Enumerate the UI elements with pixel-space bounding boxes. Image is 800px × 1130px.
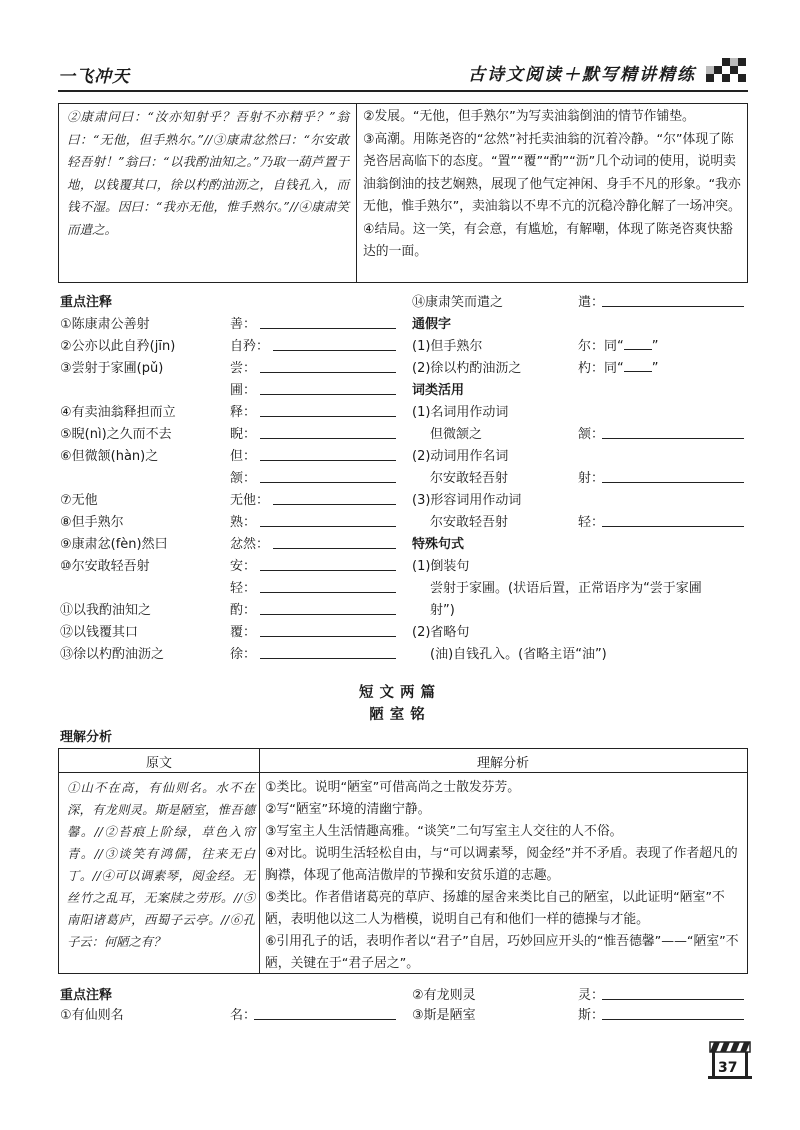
answer-blank[interactable] <box>260 438 396 439</box>
answer-blank[interactable] <box>602 482 744 483</box>
analysis-text-mayouweng <box>363 106 743 264</box>
original-text-mayouweng: ②康肃问曰：“汝亦知射乎？吾射不亦精乎？”翁曰：“无他，但手熟尔。”//③康肃忿然曰：“尔安敢轻吾射！”翁曰：“以我酌油知之。”乃取一葫芦置于地，以钱覆其口，徐以杓酌油沥之，自钱孔入，而钱不湿。因曰：“我亦无他，惟手熟尔。”//④康肃笑而遣之。 <box>67 109 349 237</box>
note-phrase: ⑥但微颔(hàn)之 <box>60 449 159 464</box>
answer-blank[interactable] <box>624 360 652 372</box>
note-phrase: ③斯是陋室 <box>412 1008 476 1023</box>
analysis-para: ⑤类比。作者借诸葛亮的草庐、扬雄的屋舍来类比自己的陋室，以此证明“陋室”不陋，表明他以这二人为楷模，说明自己有和他们一样的德操与才能。 <box>265 890 725 927</box>
answer-blank[interactable] <box>260 482 396 483</box>
answer-blank[interactable] <box>602 438 744 439</box>
box-divider <box>356 104 357 282</box>
note-key: 颔： <box>230 471 257 486</box>
note-key: 睨： <box>230 427 257 442</box>
top-analysis-box <box>58 103 748 283</box>
answer-blank[interactable] <box>260 614 396 615</box>
note-key: 射： <box>578 471 605 486</box>
answer-blank[interactable] <box>260 328 396 329</box>
note-phrase: ①有仙则名 <box>60 1008 124 1023</box>
answer-blank[interactable] <box>273 350 396 351</box>
answer-blank[interactable] <box>602 526 744 527</box>
cilei-type: (3)形容词用作动词 <box>412 493 522 508</box>
answer-blank[interactable] <box>260 460 396 461</box>
note-key: 无他： <box>230 493 270 508</box>
teshu-example: 射”) <box>430 603 455 618</box>
section-title-analysis: 理解分析 <box>60 730 113 745</box>
note-phrase: ④有卖油翁释担而立 <box>60 405 176 420</box>
analysis-para: ②写“陋室”环境的清幽宁静。 <box>265 802 431 817</box>
tongjia-key: 杓：同“ ” <box>578 361 659 376</box>
answer-blank[interactable] <box>260 636 396 637</box>
note-key: 灵： <box>578 988 605 1003</box>
teshu-example: (油)自钱孔入。(省略主语“油”) <box>430 647 607 662</box>
answer-blank[interactable] <box>602 1019 744 1020</box>
answer-blank[interactable] <box>260 658 396 659</box>
note-phrase: (1)但手熟尔 <box>412 339 483 354</box>
note-phrase: ⑫以钱覆其口 <box>60 625 139 640</box>
note-key: 斯： <box>578 1008 605 1023</box>
analysis-para: ④结局。这一笑，有会意，有尴尬，有解嘲，体现了陈尧咨爽快豁达的一面。 <box>363 221 733 259</box>
checker-decoration-icon <box>706 56 750 86</box>
answer-blank[interactable] <box>260 570 396 571</box>
note-phrase: (2)徐以杓酌油沥之 <box>412 361 522 376</box>
analysis-text-loushiming <box>265 777 745 975</box>
cilei-example: 但微颔之 <box>430 427 483 442</box>
note-key: 覆： <box>230 625 257 640</box>
answer-blank[interactable] <box>273 548 396 549</box>
section-title-tongjia: 通假字 <box>412 317 452 332</box>
header-divider <box>58 90 748 92</box>
brand-logo-text: 一飞冲天 <box>58 67 130 87</box>
note-key: 遣： <box>578 295 605 310</box>
teshu-example: 尝射于家圃。(状语后置，正常语序为“尝于家圃 <box>430 581 702 596</box>
analysis-para: ④对比。说明生活轻松自由，与“可以调素琴，阅金经”并不矛盾。表现了作者超凡的胸襟，体现了他高洁傲岸的节操和安贫乐道的志趣。 <box>265 846 738 883</box>
section-title-key-notes: 重点注释 <box>60 988 113 1003</box>
note-phrase: ⑦无他 <box>60 493 98 508</box>
note-phrase: ②有龙则灵 <box>412 988 476 1003</box>
analysis-table <box>58 748 748 974</box>
cilei-type: (1)名词用作动词 <box>412 405 509 420</box>
answer-blank[interactable] <box>260 394 396 395</box>
answer-blank[interactable] <box>260 592 396 593</box>
analysis-para: ②发展。“无他，但手熟尔”为写卖油翁倒油的情节作铺垫。 <box>363 109 695 124</box>
cilei-type: (2)动词用作名词 <box>412 449 509 464</box>
note-phrase: ①陈康肃公善射 <box>60 317 150 332</box>
answer-blank[interactable] <box>602 999 744 1000</box>
column-header-analysis: 理解分析 <box>476 756 529 771</box>
note-key: 释： <box>230 405 257 420</box>
note-phrase: ⑨康肃忿(fèn)然曰 <box>60 537 168 552</box>
note-key: 尝： <box>230 361 257 376</box>
article-title: 陋室铭 <box>369 707 431 723</box>
analysis-para: ⑥引用孔子的话，表明作者以“君子”自居，巧妙回应开头的“惟吾德馨”——“陋室”不陋，关键在于“君子居之”。 <box>265 934 739 971</box>
note-key: 名： <box>230 1008 257 1023</box>
note-phrase: ⑧但手熟尔 <box>60 515 124 530</box>
section-heading: 短文两篇 <box>359 685 441 701</box>
note-key: 自矜： <box>230 339 270 354</box>
section-title-key-notes: 重点注释 <box>60 295 113 310</box>
answer-blank[interactable] <box>273 504 396 505</box>
answer-blank[interactable] <box>260 416 396 417</box>
teshu-type: (2)省略句 <box>412 625 470 640</box>
note-key: 颔： <box>578 427 605 442</box>
note-key: 安： <box>230 559 257 574</box>
analysis-para: ①类比。说明“陋室”可借高尚之士散发芬芳。 <box>265 780 521 795</box>
note-phrase: ⑭康肃笑而遣之 <box>412 295 504 310</box>
book-title: 古诗文阅读＋默写精讲精练 <box>468 65 696 85</box>
note-key: 徐： <box>230 647 257 662</box>
cilei-example: 尔安敢轻吾射 <box>430 515 509 530</box>
section-title-cilei: 词类活用 <box>412 383 465 398</box>
analysis-para: ③高潮。用陈尧咨的“忿然”衬托卖油翁的沉着冷静。“尔”体现了陈尧咨居高临下的态度。“置”“覆”“酌”“沥”几个动词的使用，说明卖油翁倒油的技艺娴熟，展现了他气定神闲、身手不凡的形象。“我亦无他，惟手熟尔”，卖油翁以不卑不亢的沉稳冷静化解了一场冲突。 <box>363 131 741 214</box>
cilei-example: 尔安敢轻吾射 <box>430 471 509 486</box>
note-key: 善： <box>230 317 257 332</box>
section-title-teshu: 特殊句式 <box>412 537 465 552</box>
answer-blank[interactable] <box>260 372 396 373</box>
note-key: 轻： <box>578 515 605 530</box>
original-text-loushiming: ①山不在高，有仙则名。水不在深，有龙则灵。斯是陋室，惟吾德馨。//②苔痕上阶绿，草色入帘青。//③谈笑有鸿儒，往来无白丁。//④可以调素琴，阅金经。无丝竹之乱耳，无案牍之劳形。//⑤南阳诸葛庐，西蜀子云亭。//⑥孔子云：何陋之有？ <box>67 781 255 949</box>
note-key: 圃： <box>230 383 257 398</box>
note-key: 但： <box>230 449 257 464</box>
page-number: 37 <box>718 1060 738 1076</box>
answer-blank[interactable] <box>602 306 744 307</box>
column-header-original: 原文 <box>145 756 172 771</box>
answer-blank[interactable] <box>260 526 396 527</box>
answer-blank[interactable] <box>254 1019 396 1020</box>
note-phrase: ③尝射于家圃(pǔ) <box>60 361 164 376</box>
tongjia-key: 尔：同“ ” <box>578 339 659 354</box>
analysis-para: ③写室主人生活情趣高雅。“谈笑”二句写室主人交往的人不俗。 <box>265 824 623 839</box>
note-key: 轻： <box>230 581 257 596</box>
note-phrase: ⑬徐以杓酌油沥之 <box>60 647 165 662</box>
note-key: 熟： <box>230 515 257 530</box>
note-phrase: ⑪以我酌油知之 <box>60 603 152 618</box>
answer-blank[interactable] <box>624 338 652 350</box>
note-phrase: ②公亦以此自矜(jīn) <box>60 339 176 354</box>
teshu-type: (1)倒装句 <box>412 559 470 574</box>
note-key: 酌： <box>230 603 257 618</box>
note-phrase: ⑤睨(nì)之久而不去 <box>60 427 172 442</box>
table-column-divider <box>259 749 260 973</box>
note-key: 忿然： <box>230 537 270 552</box>
note-phrase: ⑩尔安敢轻吾射 <box>60 559 150 574</box>
